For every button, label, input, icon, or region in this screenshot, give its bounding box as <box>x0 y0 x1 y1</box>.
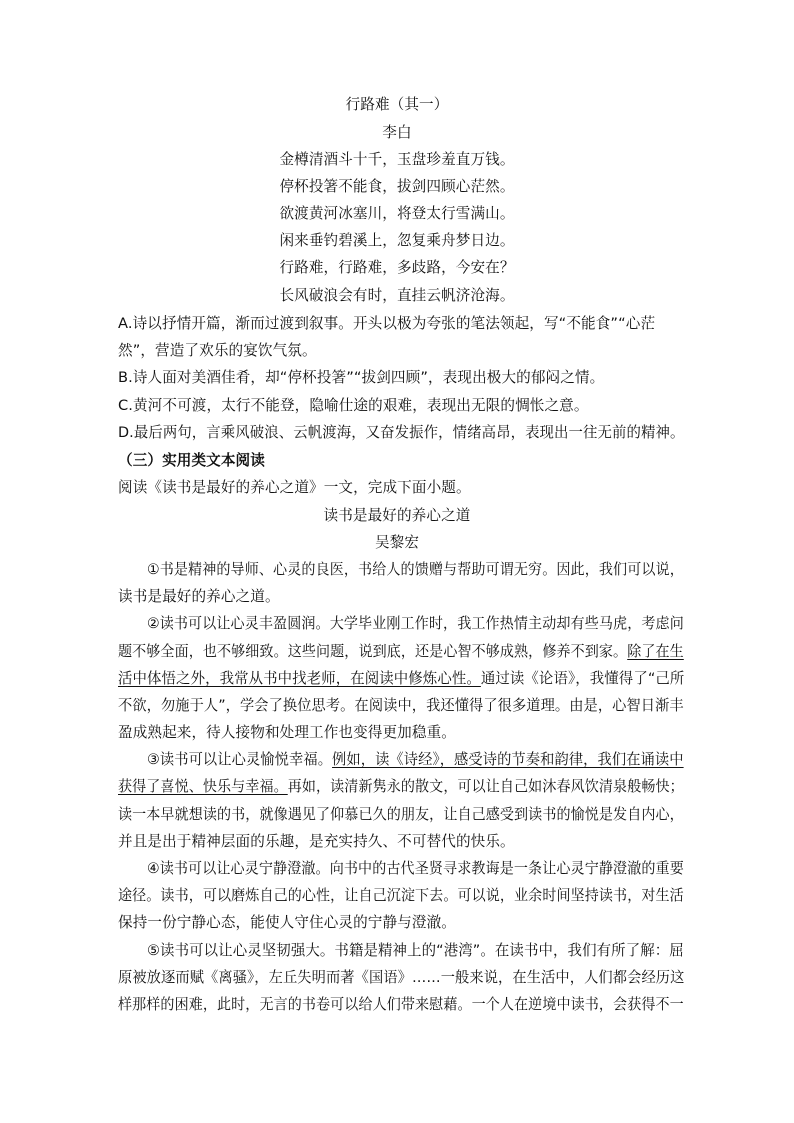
paragraph-3-line <box>118 778 684 796</box>
paragraph-2-line <box>118 643 684 661</box>
paragraph-4-line: 保持一份宁静心态，能使人守住心灵的宁静与澄澈。 <box>118 914 456 931</box>
option-b: B.诗人面对美酒佳肴，却“停杯投箸”“拔剑四顾”，表现出极大的郁闷之情。 <box>118 369 605 386</box>
poem-line: 欲渡黄河冰塞川，将登太行雪满山。 <box>279 205 515 222</box>
paragraph-5-line: 原被放逐而赋《离骚》，左丘失明而著《国语》……一般来说，在生活中，人们都会经历这 <box>118 969 685 986</box>
poem-line: 闲来垂钓碧溪上，忽复乘舟梦日边。 <box>279 232 515 249</box>
paragraph-5-line: ⑤读书可以让心灵坚韧强大。书籍是精神上的“港湾”。在读书中，我们有所了解：屈 <box>147 942 684 959</box>
article-title: 读书是最好的养心之道 <box>323 507 471 524</box>
option-a-line-1: A.诗以抒情开篇，渐而过渡到叙事。开头以极为夸张的笔法领起，写“不能食”“心茫 <box>118 315 656 332</box>
poem-line: 停杯投箸不能食，拔剑四顾心茫然。 <box>279 178 515 195</box>
paragraph-2-line <box>118 670 684 688</box>
underlined-text: 活中体悟之外，我常从书中找老师，在阅读中修炼心性。 <box>118 670 481 687</box>
paragraph-3-line: 并且是出于精神层面的乐趣，是充实持久、不可替代的快乐。 <box>118 833 515 850</box>
paragraph-5-line: 样那样的困难，此时，无言的书卷可以给人们带来慰藉。一个人在逆境中读书，会获得不一 <box>118 996 684 1013</box>
paragraph-3-text: 再如，读清新隽永的散文，可以让自己如沐春风饮清泉般畅快； <box>287 778 684 795</box>
section-heading: （三）实用类文本阅读 <box>118 452 265 469</box>
paragraph-4-line: ④读书可以让心灵宁静澄澈。向书中的古代圣贤寻求教诲是一条让心灵宁静澄澈的重要 <box>147 860 684 877</box>
underlined-text: 除了在生 <box>627 643 684 660</box>
option-a-line-2: 然”，营造了欢乐的宴饮气氛。 <box>118 342 317 359</box>
paragraph-2-line: ②读书可以让心灵丰盈圆润。大学毕业刚工作时，我工作热情主动却有些马虎，考虑问 <box>147 615 684 632</box>
poem-line: 行路难，行路难，多歧路，今安在？ <box>279 259 515 276</box>
option-d: D.最后两句，言乘风破浪、云帆渡海，又奋发振作，情绪高昂，表现出一往无前的精神。 <box>118 424 685 441</box>
paragraph-3-text: ③读书可以让心灵愉悦幸福。 <box>147 751 333 768</box>
paragraph-4-line: 途径。读书，可以磨炼自己的心性，让自己沉淀下去。可以说，业余时间坚持读书，对生活 <box>118 887 684 904</box>
paragraph-2-text: 通过读《论语》，我懂得了“己所 <box>480 670 685 687</box>
paragraph-3-line <box>147 751 684 769</box>
paragraph-1-line: ①书是精神的导师、心灵的良医，书给人的馈赠与帮助可谓无穷。因此，我们可以说， <box>147 561 684 578</box>
paragraph-2-text: 题不够全面，也不够细致。这些问题，说到底，还是心智不够成熟，修养不到家。 <box>118 643 628 660</box>
poem-line: 长风破浪会有时，直挂云帆济沧海。 <box>279 287 515 304</box>
underlined-text: 例如，读《诗经》，感受诗的节奏和韵律，我们在诵读中 <box>332 751 684 768</box>
poem-line: 金樽清酒斗十千，玉盘珍羞直万钱。 <box>279 151 515 168</box>
option-c: C.黄河不可渡，太行不能登，隐喻仕途的艰难，表现出无限的惆怅之意。 <box>118 397 589 414</box>
underlined-text: 获得了喜悦、快乐与幸福。 <box>118 778 288 795</box>
poem-title: 行路难（其一） <box>345 96 449 113</box>
paragraph-2-line: 不欲，勿施于人”，学会了换位思考。在阅读中，我还懂得了很多道理。由是，心智日渐丰 <box>118 697 684 714</box>
poem-author: 李白 <box>382 124 412 141</box>
article-author: 吴黎宏 <box>374 534 420 551</box>
paragraph-3-line: 读一本早就想读的书，就像遇见了仰慕已久的朋友，让自己感受到读书的愉悦是发自内心， <box>118 806 684 823</box>
paragraph-2-line: 盈成熟起来，待人接物和处理工作也变得更加稳重。 <box>118 724 456 741</box>
paragraph-1-line: 读书是最好的养心之道。 <box>118 588 280 605</box>
section-instruction: 阅读《读书是最好的养心之道》一文，完成下面小题。 <box>118 479 471 496</box>
